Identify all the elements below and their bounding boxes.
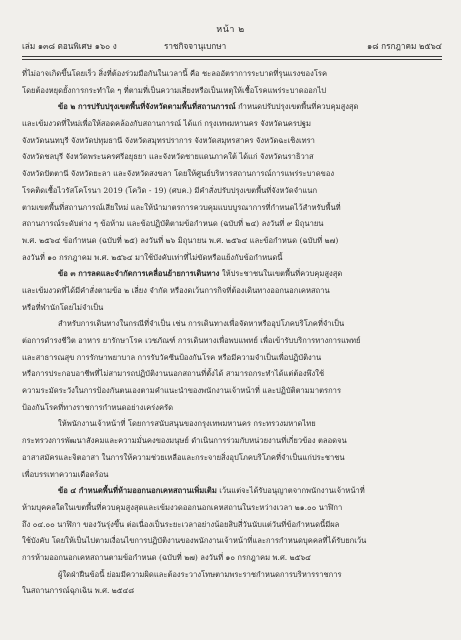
clause-3-heading [22, 266, 442, 283]
text-line: ที่ไม่อาจเกิดขึ้นโดยเร็ว สิ่งที่ต้องร่วมมือกันในเวลานี้ คือ ชะลออัตราการระบาดที่รุนแรงของโรค [22, 69, 328, 78]
text-line: จังหวัดปัตตานี จังหวัดยะลา และจังหวัดสงขลา โดยให้ศูนย์บริหารสถานการณ์การแพร่ระบาดของ [22, 169, 335, 179]
text-line: หรือการประกอบอาชีพที่ไม่สามารถปฏิบัติงานนอกสถานที่ตั้งได้ สามารถกระทำได้แต่ต้องพึงใช้ [22, 369, 325, 379]
text-line: อาสาสมัครและจิตอาสา ในการให้ความช่วยเหลือและกระจายสิ่งอุปโภคบริโภคที่จำเป็นแก่ประชาชน [22, 452, 345, 462]
clause-4-heading [22, 483, 442, 500]
text-line: การห้ามออกนอกเคหสถานตามข้อกำหนด (ฉบับที่ ๒๗) ลงวันที่ ๑๐ กรกฎาคม พ.ศ. ๒๕๖๔ [22, 552, 311, 562]
text-line: และสาธารณสุข การรักษาพยาบาล การรับวัคซีนป้องกันโรค หรือมีความจำเป็นเพื่อปฏิบัติงาน [22, 352, 322, 362]
text-line: ลงวันที่ ๑๐ กรกฎาคม พ.ศ. ๒๕๖๔ มาใช้บังคับเท่าที่ไม่ขัดหรือแย้งกับข้อกำหนดนี้ [22, 252, 283, 262]
text-line: หรือที่พำนักโดยไม่จำเป็น [22, 302, 104, 312]
text-line: ถึง ๐๔.๐๐ นาฬิกา ของวันรุ่งขึ้น ต่อเนื่องเป็นระยะเวลาอย่างน้อยสิบสี่วันนับแต่วันที่ข้อกำหนดนี้มีผล [22, 519, 340, 529]
text-line: เพื่อบรรเทาความเดือดร้อน [22, 469, 109, 479]
document-body [22, 66, 442, 600]
text-line: ใช้บังคับ โดยให้เป็นไปตามเงื่อนไขการปฏิบัติงานของพนักงานเจ้าหน้าที่และการกำหนดบุคคลที่ได้รับยกเว้น [22, 536, 367, 546]
text-line: กระทรวงการพัฒนาสังคมและความมั่นคงของมนุษย์ ดำเนินการร่วมกับหน่วยงานที่เกี่ยวข้อง ตลอดจน [22, 436, 347, 446]
text-line: ผู้ใดฝ่าฝืนข้อนี้ ย่อมมีความผิดและต้องระวางโทษตามพระราชกำหนดการบริหารราชการ [58, 569, 342, 579]
clause-4-text: เว้นแต่จะได้รับอนุญาตจากพนักงานเจ้าหน้าที่ [216, 486, 365, 496]
text-line: สถานการณ์ระดับต่าง ๆ ข้อห้าม และข้อปฏิบัติตามข้อกำหนด (ฉบับที่ ๒๔) ลงวันที่ ๙ มิถุนายน [22, 219, 324, 229]
text-line: ต่อการดำรงชีวิต อาหาร ยารักษาโรค เวชภัณฑ์ การเดินทางเพื่อพบแพทย์ เพื่อเข้ารับบริการทางการแพทย์ [22, 336, 361, 345]
text-line: สำหรับการเดินทางในกรณีที่จำเป็น เช่น การเดินทางเพื่อจัดหาหรืออุปโภคบริโภคที่จำเป็น [58, 319, 345, 329]
text-line: ห้ามบุคคลใดในเขตพื้นที่ควบคุมสูงสุดและเข้มงวดออกนอกเคหสถานในระหว่างเวลา ๒๑.๐๐ นาฬิกา [22, 502, 343, 512]
text-line: จังหวัดชลบุรี จังหวัดพระนครศรีอยุธยา และจังหวัดชายแดนภาคใต้ ได้แก่ จังหวัดนราธิวาส [22, 152, 314, 162]
header-rule-top [22, 56, 442, 57]
text-line: พ.ศ. ๒๕๖๔ ข้อกำหนด (ฉบับที่ ๒๕) ลงวันที่ ๒๖ มิถุนายน พ.ศ. ๒๕๖๔ และข้อกำหนด (ฉบับที่ ๒๗) [22, 235, 339, 245]
volume-info: เล่ม ๑๓๘ ตอนพิเศษ ๑๖๐ ง [22, 41, 117, 51]
issue-date: ๑๘ กรกฎาคม ๒๕๖๔ [367, 41, 442, 51]
text-line: จังหวัดนนทบุรี จังหวัดปทุมธานี จังหวัดสมุทรปราการ จังหวัดสมุทรสาคร จังหวัดฉะเชิงเทรา [22, 135, 315, 145]
text-line: และเข้มงวดที่ได้มีคำสั่งตามข้อ ๒ เลี่ยง จำกัด หรืองดเว้นการกิจที่ต้องเดินทางออกนอกเคหสถาน [22, 285, 330, 295]
gazette-name: ราชกิจจานุเบกษา [164, 41, 227, 51]
text-line: ให้พนักงานเจ้าหน้าที่ โดยการสนับสนุนของกรุงเทพมหานคร กระทรวงมหาดไทย [58, 419, 316, 429]
clause-2-heading [22, 99, 442, 116]
text-line: และเข้มงวดที่ใหม่เพื่อให้สอดคล้องกับสถานการณ์ ได้แก่ กรุงเทพมหานคร จังหวัดนครปฐม [22, 119, 311, 129]
clause-2-text: กำหนดปรับปรุงเขตพื้นที่ควบคุมสูงสุด [235, 102, 359, 112]
gazette-header [22, 40, 442, 53]
text-line: ในสถานการณ์ฉุกเฉิน พ.ศ. ๒๕๔๘ [22, 586, 135, 596]
text-line: โดยต้องหยุดยั้งการกระทำใด ๆ ที่ตามที่เป็นความเสี่ยงหรือเป็นเหตุให้เชื้อโรคแพร่ระบาดออกไป [22, 85, 327, 95]
text-line: ป้องกันโรคที่ทางราชการกำหนดอย่างเคร่งครัด [22, 402, 174, 412]
clause-3-text: ให้ประชาชนในเขตพื้นที่ควบคุมสูงสุด [219, 269, 343, 279]
clause-3-label: ข้อ ๓ การลดและจำกัดการเคลื่อนย้ายการเดินทาง [58, 269, 220, 279]
header-rule-bottom [22, 59, 442, 60]
clause-2-label: ข้อ ๒ การปรับปรุงเขตพื้นที่จังหวัดตามพื้นที่สถานการณ์ [58, 102, 236, 112]
text-line: ความระมัดระวังในการป้องกันตนเองตามคำแนะนำของพนักงานเจ้าหน้าที่ และปฏิบัติตามมาตรการ [22, 386, 342, 396]
text-line: โรคติดเชื้อไวรัสโคโรนา 2019 (โควิด - 19) (ศบค.) มีคำสั่งปรับปรุงเขตพื้นที่จังหวัดจำแนก [22, 185, 318, 195]
text-line: ตามเขตพื้นที่สถานการณ์เสียใหม่ และให้นำมาตรการควบคุมแบบบูรณาการที่กำหนดไว้สำหรับพื้นที่ [22, 202, 341, 212]
page-number: หน้า ๒ [216, 25, 245, 35]
clause-4-label: ข้อ ๔ กำหนดพื้นที่ห้ามออกนอกเคหสถานเพิ่มเติม [58, 486, 217, 496]
